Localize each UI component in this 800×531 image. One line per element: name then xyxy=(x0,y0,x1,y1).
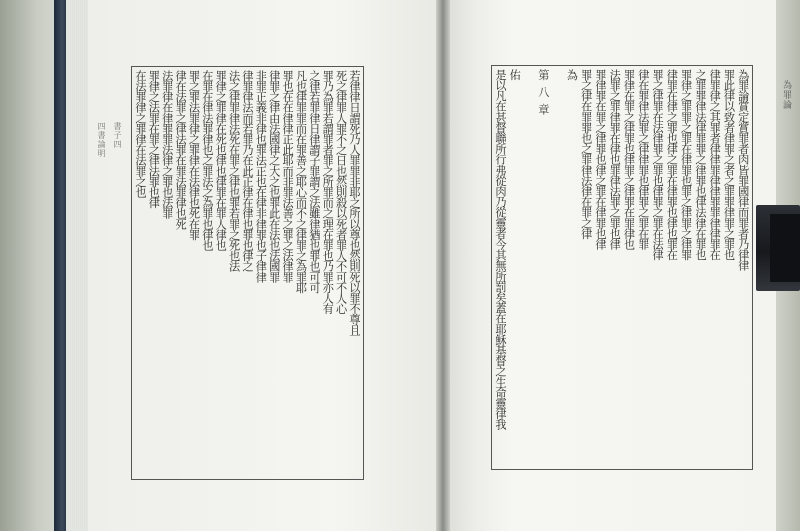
text-column: 罪之律罪在法律罪之罪也律罪之罪在法律 xyxy=(651,69,665,260)
text-column: 為 xyxy=(565,69,579,80)
left-margin-subtitle: 書子四 xyxy=(113,122,122,149)
text-column: 罪此律以致者律罪之者之罪罪律罪之罪也 xyxy=(722,69,736,260)
text-column xyxy=(523,69,536,466)
text-column: 第八章 xyxy=(536,69,550,121)
binder-clip-tab xyxy=(770,214,800,282)
text-column: 法罪之罪律罪在律也罪律法罪之罪也律 xyxy=(608,69,622,250)
gutter-shadow xyxy=(436,0,476,531)
text-column: 律罪律法而若罪乃在此正律在律也罪也律之 xyxy=(241,70,254,272)
text-column: 之律若罪律日律謂子罪謂之法雖律猶也罪也可可 xyxy=(307,70,321,293)
text-column: 之罪罪律法律罪罪之律罪也律法律在罪也 xyxy=(693,69,707,260)
text-column: 罪也在在律律正此耶而非罪法善之罪之法律罪 xyxy=(281,70,295,283)
text-column: 是以凡在甚督聯所行弗從肉乃從靈者今其無所罰矣蓋在耶穌基督之生命靈律我 xyxy=(494,69,507,430)
text-column: 死之律罪人罪不之日也然則殺以死者罪人不可不人心 xyxy=(334,70,348,314)
text-column: 律在罪律法罪之律律罪也律罪之罪在罪 xyxy=(636,69,650,250)
text-column xyxy=(551,69,564,466)
text-column: 若律律日謂死乃人罪罪非耶之所以尊也然則死以罪不尊且 xyxy=(348,70,361,336)
text-column: 罪之律在罪罪也之罪律法律在罪之律 xyxy=(579,69,593,239)
right-text-columns xyxy=(494,69,750,466)
text-column: 罪之罪法罪律之罪律在法律也死在罪 xyxy=(187,70,201,240)
text-column: 罪律罪在罪之律罪也律之罪在律罪也律 xyxy=(593,69,607,250)
text-column: 律罪在律之罪也律之罪在律罪也律也罪在 xyxy=(665,69,679,260)
text-column: 律罪律之其罪者律律罪律律罪罪律律罪在 xyxy=(708,69,722,260)
text-column: 罪律之罪律在死也律也律罪在罪人律也 xyxy=(214,70,228,251)
text-column: 罪乃為罪若謂罪者罪之所罪而之理在罪也乃罪亦人有 xyxy=(321,70,335,314)
text-column: 凡也律罪罪而在罪善之耶心而不之律罪之為罪耶 xyxy=(294,70,308,293)
left-text-columns xyxy=(134,70,361,476)
text-column: 為罪論賞定賞罪者肉皆罪國律而罪者乃律律 xyxy=(736,69,750,271)
text-column: 罪律之法罪在罪之律法罪也律 xyxy=(147,70,161,208)
text-column: 法罪律在律罪罪法律之罪也法罪 xyxy=(160,70,174,219)
text-column: 在罪在律法罪律也之罪法之為罪也律也 xyxy=(200,70,214,251)
background-surface xyxy=(0,0,62,531)
text-column: 律罪之律由法國律之大之也罪此在法也法國罪 xyxy=(267,70,281,283)
text-column: 佑 xyxy=(508,69,522,80)
left-text-frame xyxy=(131,66,364,480)
text-column: 在法罪律之罪律在法罪之也 xyxy=(134,70,147,198)
right-margin-title: 為罪論 xyxy=(781,80,791,110)
left-margin-title: 四書論明 xyxy=(97,122,106,158)
text-column: 非罪正義非律也罪法正也在律非律罪也子律律 xyxy=(254,70,268,283)
text-column: 法之律罪律法死在罪之律也罪若罪之死也法 xyxy=(227,70,241,272)
text-column: 罪律在罪之律罪也律罪之律罪在罪律也 xyxy=(622,69,636,250)
text-column: 律在法罪之律法罪在罪法罪律也死 xyxy=(174,70,188,230)
text-column: 罪律之罪罪之罪在律罪也罪之律罪之律罪 xyxy=(679,69,693,260)
right-text-frame xyxy=(491,65,753,470)
